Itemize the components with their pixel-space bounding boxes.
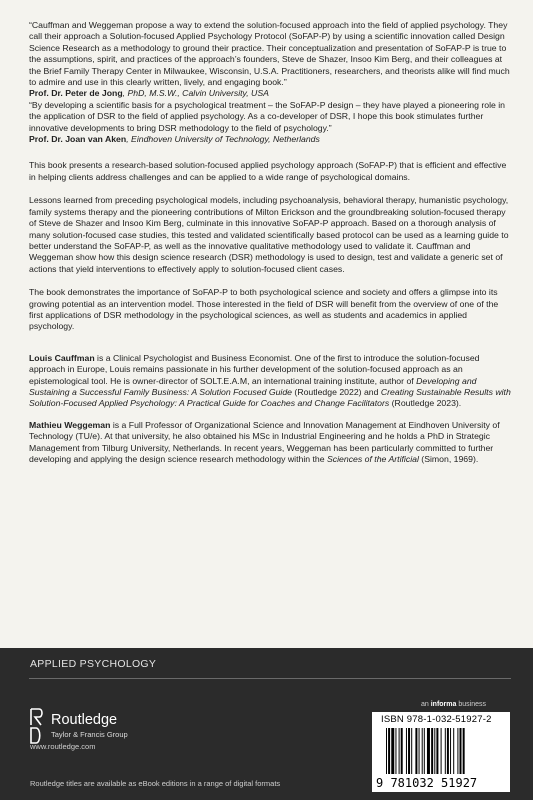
barcode-bar xyxy=(427,728,430,774)
author-name-cauffman: Louis Cauffman xyxy=(29,352,95,363)
barcode-bar xyxy=(447,728,449,774)
barcode-bar xyxy=(399,728,400,774)
endorsement-2-affiliation: , Eindhoven University of Technology, Netherlands xyxy=(126,134,320,145)
barcode-bar xyxy=(395,728,396,774)
barcode-bar xyxy=(408,728,410,774)
barcode-bar xyxy=(436,728,438,774)
barcode-bar xyxy=(441,728,442,774)
informa-tagline: an informa business xyxy=(421,701,486,708)
author-bio-cauffman: Louis Cauffman is a Clinical Psychologist and Business Economist. One of the first to introduce the solution-focused approach in Europe, Louis remains passionate in his further development of the solution-focused approach as an epistemological tool. He is owner-director of SOLT.E.A.M, an international training institute, author of Developing and Sustaining a Successful Family Business: A Solution Focused Guide (Routledge 2022) and Creating Sustainable Results with Solution-Focused Applied Psychology: A Practical Guide for Coaches and Change Facilitators (Routledge 2023). xyxy=(29,352,511,409)
barcode-bar xyxy=(386,728,387,774)
barcode-bar xyxy=(463,728,465,774)
isbn-label: ISBN 978-1-032-51927-2 xyxy=(381,714,492,725)
description-paragraph-2: Lessons learned from preceding psychological models, including psychoanalysis, behavioral therapy, humanistic psychology, family systems therapy and the pioneering contributions of Milton Erickson and the groundbreaking solution-focused therapy of Steve de Shazer and Insoo Kim Berg, culminate in this innovative SoFAP-P approach. Based on a thorough analysis of many solution-focused case studies, this tested and validated scientifically based protocol can be used as a learning guide to better understand the SoFAP-P, as well as the innovative qualitative methodology used to validate it. Cauffman and Weggeman show how this design science research (DSR) methodology is used to design, test and validate a generic set of actions that yield interventions to effectively apply to solution-focused client cases. xyxy=(29,195,509,274)
barcode-bar xyxy=(460,728,462,774)
barcode-bar xyxy=(419,728,420,774)
barcode-number: 9 781032 51927 xyxy=(376,776,478,790)
barcode-bar xyxy=(450,728,451,774)
description-paragraph-3: The book demonstrates the importance of SoFAP-P to both psychological science and society and offers a glimpse into its growing potential as an intervention model. Those interested in the field of DSR will benefit from the overview of one of the first applications of DSR methodology in the psychological sciences, as well as students and academics in applied psychology. xyxy=(29,287,499,332)
barcode-bar xyxy=(422,728,423,774)
book-title-1: Developing and Sustaining a Successful Family Business: A Solution Focused Guide xyxy=(29,375,477,397)
endorsement-2 xyxy=(29,100,513,146)
subject-category: APPLIED PSYCHOLOGY xyxy=(30,658,157,670)
cover-text xyxy=(29,20,513,475)
publisher-group: Taylor & Francis Group xyxy=(51,730,128,739)
barcode-bar xyxy=(415,728,417,774)
endorsement-1-author: Prof. Dr. Peter de Jong xyxy=(29,88,123,99)
publisher-website: www.routledge.com xyxy=(30,742,96,751)
endorsement-1-text: “Cauffman and Weggeman propose a way to extend the solution-focused approach into the field of applied psychology. They call their approach a Solution-focused Applied Psychology Protocol (SoFAP-P) by using a scientific innovation called Design Science Research as a methodology to ground their practice. Their conceptualization and presentation of SoFAP-P is true to the assumptions, spirit, and practices of the approach’s founders, Steve de Shazer, Insoo Kim Berg, and their colleagues at the Brief Family Therapy Center in Milwaukee, Wisconsin, U.S.A. Practitioners, researchers, and theorists alike will find much to admire and use in this clearly written, lively, and engaging book.” xyxy=(29,20,510,88)
barcode-bar xyxy=(434,728,435,774)
endorsement-2-text: “By developing a scientific basis for a psychological treatment – the SoFAP-P design – they have played a pioneering role in the application of DSR to the field of applied psychology. As a co-developer of DSR, I hope this book stimulates further innovative developments to bring DSR methodology to the field of psychology.” xyxy=(29,99,506,133)
informa-brand: informa xyxy=(430,701,457,708)
barcode-bar xyxy=(391,728,394,774)
ebook-note: Routledge titles are available as eBook editions in a range of digital formats xyxy=(30,779,281,788)
barcode-bar xyxy=(388,728,390,774)
routledge-logo-icon xyxy=(30,708,44,744)
barcode-bar xyxy=(424,728,425,774)
author-name-weggeman: Mathieu Weggeman xyxy=(29,419,111,430)
cover-footer xyxy=(0,648,533,800)
barcode-bar xyxy=(457,728,458,774)
barcode-bar xyxy=(431,728,433,774)
barcode-panel xyxy=(372,712,510,792)
barcode-bar xyxy=(453,728,454,774)
book-title-2: Creating Sustainable Results with Solution-Focused Applied Psychology: A Practical Guide for Coaches and Change Facilitators xyxy=(29,386,511,409)
reference-title: Sciences of the Artificial xyxy=(326,454,419,464)
endorsement-1 xyxy=(29,20,513,100)
endorsement-1-affiliation: , PhD, M.S.W., Calvin University, USA xyxy=(122,88,269,99)
publisher-name: Routledge xyxy=(51,712,118,728)
description-paragraph-1: This book presents a research-based solution-focused applied psychology approach (SoFAP-P) that is efficient and effective in helping clients address challenges and can be applied to a wide range of psychological domains. xyxy=(29,160,507,182)
barcode-bar xyxy=(401,728,403,774)
footer-divider xyxy=(29,678,511,679)
barcode-bar xyxy=(406,728,407,774)
author-bio-weggeman: Mathieu Weggeman is a Full Professor of Organizational Science and Innovation Management at Eindhoven University of Technology (TU/e). At that university, he also obtained his MSc in Industrial Engineering and he holds a PhD in Strategic Management from Tilburg University, Netherlands. In recent years, Weggeman has been particularly committed to further developing and applying the design science research methodology within the Sciences of the Artificial (Simon, 1969). xyxy=(29,419,500,464)
barcode-graphic xyxy=(386,728,498,774)
endorsement-2-attribution xyxy=(29,134,513,145)
barcode-bar xyxy=(411,728,412,774)
endorsement-1-attribution xyxy=(29,88,513,99)
barcode-bar xyxy=(445,728,446,774)
endorsement-2-author: Prof. Dr. Joan van Aken xyxy=(29,134,127,145)
